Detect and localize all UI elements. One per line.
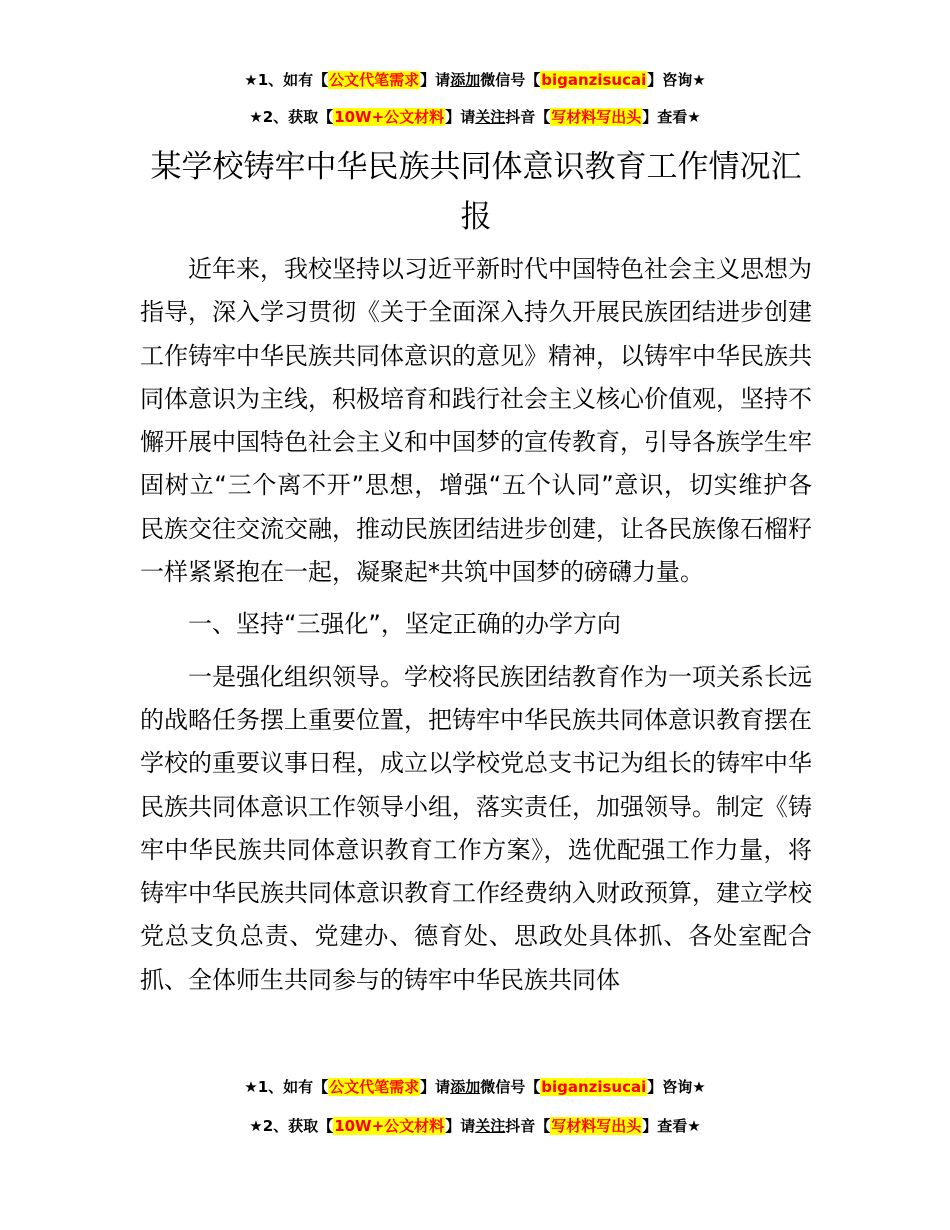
banner-highlight-service: 公文代笔需求 [329,71,420,89]
banner-highlight-wechat-id: biganzisucai [541,1078,647,1096]
banner-highlight-materials: 10W+公文材料 [334,108,445,126]
banner-highlight-materials: 10W+公文材料 [334,1117,445,1135]
banner-highlight-douyin-account: 写材料写出头 [551,1117,642,1135]
banner-underline-add: 添加 [450,1078,481,1096]
body-paragraph-1: 一是强化组织领导。学校将民族团结教育作为一项关系长远的战略任务摆上重要位置，把铸牢中华民族共同体意识教育摆在学校的重要议事日程，成立以学校党总支书记为组长的铸牢中华民族共同体意识工作领导小组，落实责任，加强领导。制定《铸牢中华民族共同体意识教育工作方案》，选优配强工作力量，将铸牢中华民族共同体意识教育工作经费纳入财政预算，建立学校党总支负总责、党建办、德育处、思政处具体抓、各处室配合抓、全体师生共同参与的铸牢中华民族共同体 [140,662,812,994]
banner-text: ★1、如有【 [244,1078,329,1096]
document-title: 某学校铸牢中华民族共同体意识教育工作情况汇报 [150,149,802,235]
banner-text: 微信号【 [480,71,541,89]
banner-highlight-service: 公文代笔需求 [329,1078,420,1096]
banner-text: 】请 [445,108,476,126]
banner-underline-follow: 关注 [475,108,506,126]
header-banner-line-1 [0,69,950,91]
body-paragraph-intro: 近年来，我校坚持以习近平新时代中国特色社会主义思想为指导，深入学习贯彻《关于全面深入持久开展民族团结进步创建工作铸牢中华民族共同体意识的意见》精神，以铸牢中华民族共同体意识为主线，积极培育和践行社会主义核心价值观，坚持不懈开展中国特色社会主义和中国梦的宣传教育，引导各族学生牢固树立“三个离不开”思想，增强“五个认同”意识，切实维护各民族交往交流交融，推动民族团结进步创建，让各民族像石榴籽一样紧紧抱在一起，凝聚起*共筑中国梦的磅礴力量。 [140,255,812,587]
banner-text: 】请 [445,1117,476,1135]
banner-text: 微信号【 [480,1078,541,1096]
banner-text: 抖音【 [505,108,551,126]
banner-highlight-douyin-account: 写材料写出头 [551,108,642,126]
banner-underline-add: 添加 [450,71,481,89]
banner-text: ★1、如有【 [244,71,329,89]
banner-text: 】请 [420,71,451,89]
banner-underline-follow: 关注 [475,1117,506,1135]
banner-text: ★2、获取【 [249,1117,334,1135]
banner-text: 抖音【 [505,1117,551,1135]
banner-highlight-wechat-id: biganzisucai [541,71,647,89]
document-body [140,248,812,1002]
banner-text: ★2、获取【 [249,108,334,126]
banner-text: 】咨询★ [647,71,706,89]
banner-text: 】请 [420,1078,451,1096]
banner-text: 】咨询★ [647,1078,706,1096]
footer-banner-line-1 [0,1076,950,1098]
header-banner-line-2 [0,106,950,128]
footer-banner-line-2 [0,1115,950,1137]
banner-text: 】查看★ [642,108,701,126]
section-heading-1: 一、坚持“三强化”，坚定正确的办学方向 [188,610,621,639]
banner-text: 】查看★ [642,1117,701,1135]
